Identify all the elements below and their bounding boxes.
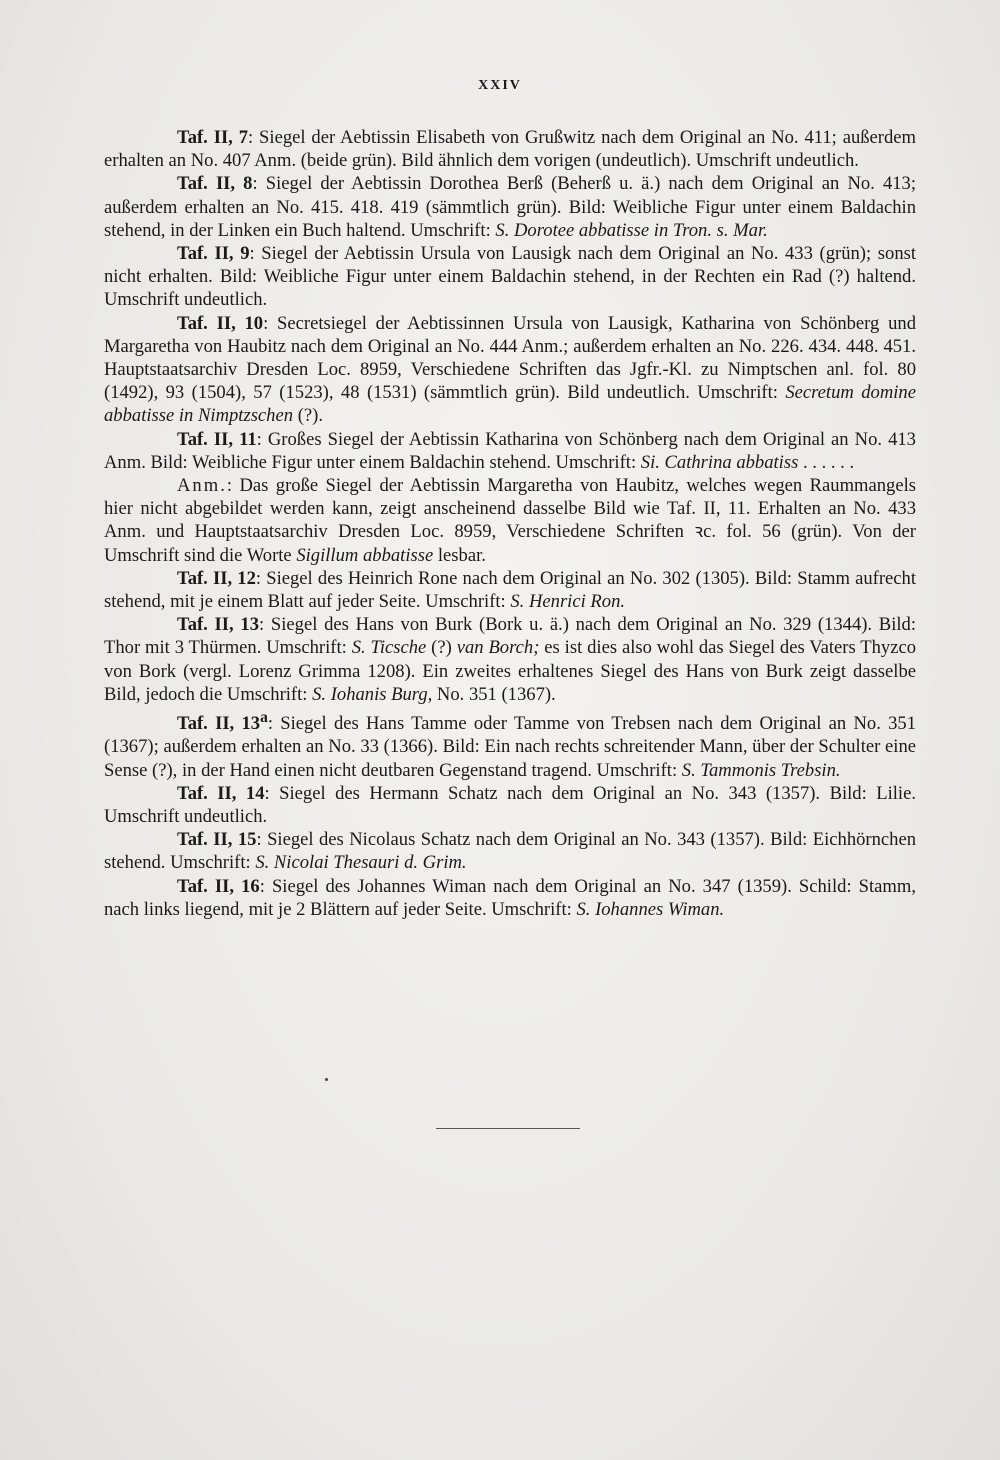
plate-reference: Taf. II, 13 [177, 614, 259, 636]
entry-taf-ii-10 [104, 312, 916, 428]
plate-reference: Taf. II, 11 [177, 428, 257, 450]
entry-taf-ii-12 [104, 567, 916, 613]
entry-taf-ii-16 [104, 875, 916, 921]
plate-reference: Taf. II, 8 [177, 173, 253, 195]
entry-text-tail: (?). [293, 405, 323, 427]
entry-text: : Siegel des Hermann Schatz nach dem Original an No. 343 (1357). Bild: Lilie. Umschrift undeutlich. [104, 782, 916, 828]
seal-inscription: Sigillum abbatisse [296, 544, 434, 566]
plate-reference: Taf. II, 16 [177, 875, 260, 897]
entry-text: : Siegel der Aebtissin Ursula von Lausigk nach dem Original an No. 433 (grün); sonst nicht erhalten. Bild: Weibliche Figur unter einem Baldachin stehend, in der Rechten ein Rad (?) haltend. Umschrift undeutlich. [104, 243, 917, 311]
entry-taf-ii-13 [104, 613, 916, 706]
plate-reference: Taf. II, 10 [177, 312, 264, 334]
entry-text: : Siegel des Hans Tamme oder Tamme von Trebsen nach dem Original an No. 351 (1367); außerdem erhalten an No. 33 (1366). Bild: Ein nach rechts schreitender Mann, über der Schulter eine Sense (?), in der Hand einen nicht deutbaren Gegenstand tragend. Umschrift: [104, 713, 917, 781]
seal-inscription-3: S. Iohanis Burg, [312, 683, 433, 705]
seal-inscription: S. Ticsche [351, 637, 427, 659]
seal-inscription: S. Tammonis Trebsin. [681, 759, 841, 781]
plate-reference: Taf. II, 14 [177, 782, 265, 804]
entry-text: : Secretsiegel der Aebtissinnen Ursula von Lausigk, Katharina von Schönberg und Margaretha von Haubitz nach dem Original an No. 444 Anm.; außerdem erhalten an No. 226. 434. 448. 451. Hauptstaatsarchiv Dresden Loc. 8959, Verschiedene Schriften das Jgfr.-Kl. zu Nimptschen anl. fol. 80 (1492), 93 (1504), 57 (1523), 48 (1531) (sämmtlich grün). Bild undeutlich. Umschrift: [104, 312, 916, 404]
seal-inscription: Si. Cathrina abbatiss [640, 451, 799, 473]
seal-inscription-2: van Borch; [456, 637, 540, 659]
entry-text-tail: lesbar. [433, 544, 486, 566]
plate-reference: Taf. II, 15 [177, 829, 257, 851]
annotation-label: Anm. [177, 475, 227, 497]
entry-text: : Großes Siegel der Aebtissin Katharina von Schönberg nach dem Original an No. 413 Anm. Bild: Weibliche Figur unter einem Baldachin stehend. Umschrift: [104, 428, 916, 473]
entry-taf-ii-8 [104, 172, 916, 242]
seal-inscription: Secretum domine abbatisse in Nimptzschen [104, 382, 916, 427]
entry-text: : Siegel des Nicolaus Schatz nach dem Original an No. 343 (1357). Bild: Eichhörnchen stehend. Umschrift: [104, 829, 916, 874]
plate-reference: Taf. II, 7 [177, 127, 249, 148]
entry-text: : Siegel des Johannes Wiman nach dem Original an No. 347 (1359). Schild: Stamm, nach links liegend, mit je 2 Blättern auf jeder Seite. Umschrift: [104, 875, 917, 920]
entry-taf-ii-14 [104, 782, 916, 828]
entry-text: : Siegel der Aebtissin Dorothea Berß (Beherß u. ä.) nach dem Original an No. 413; außerdem erhalten an No. 415. 418. 419 (sämmtlich grün). Bild: Weibliche Figur unter einem Baldachin stehend, in der Linken ein Buch haltend. Umschrift: [104, 173, 917, 241]
document-body [104, 126, 916, 921]
seal-inscription: S. Nicolai Thesauri d. Grim. [255, 852, 467, 874]
entry-taf-ii-7 [104, 126, 916, 172]
plate-reference: Taf. II, 13 [177, 713, 261, 735]
plate-reference: Taf. II, 12 [177, 567, 256, 589]
entry-text: : Das große Siegel der Aebtissin Margaretha von Haubitz, welches wegen Raummangels hier nicht abgebildet werden kann, zeigt anscheinend dasselbe Bild wie Taf. II, 11. Erhalten an No. 433 Anm. und Hauptstaatsarchiv Dresden Loc. 8959, Verschiedene Schriften ꝛc. fol. 56 (grün). Von der Umschrift sind die Worte [104, 475, 916, 566]
entry-text: : Siegel des Hans von Burk (Bork u. ä.) nach dem Original an No. 329 (1344). Bild: Thor mit 3 Thürmen. Umschrift: [104, 614, 916, 659]
plate-reference: Taf. II, 9 [177, 243, 250, 265]
seal-inscription: S. Dorotee abbatisse in Tron. s. Mar. [495, 219, 768, 241]
entry-text-tail-2: No. 351 (1367). [432, 683, 556, 705]
page-number: XXIV [478, 78, 522, 93]
entry-annotation [104, 474, 916, 567]
stray-mark [325, 1078, 328, 1081]
entry-text: : Siegel der Aebtissin Elisabeth von Grußwitz nach dem Original an No. 411; außerdem erhalten an No. 407 Anm. (beide grün). Bild ähnlich dem vorigen (undeutlich). Umschrift undeutlich. [104, 127, 917, 172]
seal-inscription: S. Henrici Ron. [510, 591, 626, 613]
entry-text-tail: . . . . . . [798, 451, 855, 473]
entry-taf-ii-11 [104, 428, 916, 474]
entry-text-mid: (?) [426, 637, 457, 659]
plate-reference-superscript: a [260, 709, 268, 727]
entry-text-tail: es ist dies also wohl das Siegel des Vaters Thyzco von Bork (vergl. Lorenz Grimma 1208). Ein zweites erhaltenes Siegel des Hans von Burk zeigt dasselbe Bild, jedoch die Umschrift: [104, 637, 917, 705]
entry-taf-ii-9 [104, 242, 916, 312]
entry-text: : Siegel des Heinrich Rone nach dem Original an No. 302 (1305). Bild: Stamm aufrecht stehend, mit je einem Blatt auf jeder Seite. Umschrift: [104, 567, 916, 613]
section-divider [436, 1128, 580, 1129]
entry-taf-ii-15 [104, 828, 916, 874]
entry-taf-ii-13a [104, 706, 916, 782]
seal-inscription: S. Iohannes Wiman. [576, 898, 725, 920]
